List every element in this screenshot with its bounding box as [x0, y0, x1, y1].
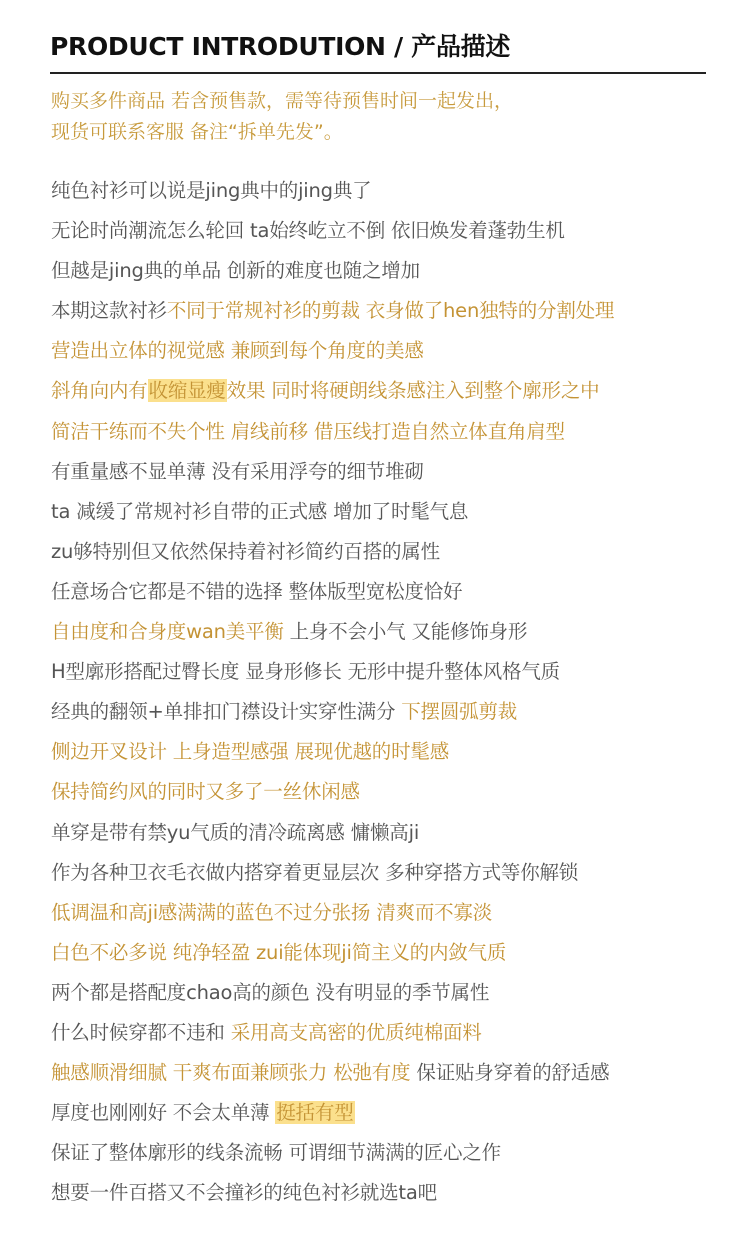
description-line	[51, 532, 731, 572]
description-line	[51, 1133, 731, 1173]
body-phrase: 两个都是搭配度chao高的颜色 没有明显的季节属性	[51, 980, 490, 1004]
body-phrase: 但越是jing典的单品 创新的难度也随之增加	[51, 259, 420, 283]
description-line	[51, 412, 731, 452]
body-phrase: 作为各种卫衣毛衣做内搭穿着更显层次 多种穿搭方式等你解锁	[51, 860, 579, 884]
description-line	[51, 572, 731, 612]
description-line	[51, 171, 731, 211]
description-line	[51, 692, 731, 732]
description-line	[51, 452, 731, 492]
emphasis-phrase: 下摆圆弧剪裁	[401, 700, 518, 724]
emphasis-phrase: 保持简约风的同时又多了一丝休闲感	[51, 780, 360, 804]
emphasis-phrase: 侧边开叉设计 上身造型感强 展现优越的时髦感	[51, 740, 449, 764]
emphasis-phrase: 效果 同时将硬朗线条感注入到整个廓形之中	[226, 379, 600, 403]
body-phrase: 本期这款衬衫	[51, 299, 167, 323]
presale-notice	[51, 86, 711, 148]
description-line	[51, 371, 731, 411]
description-line	[51, 1093, 731, 1133]
body-phrase: ta 减缓了常规衬衫自带的正式感 增加了时髦气息	[51, 499, 469, 523]
highlighted-phrase: 挺括有型	[276, 1101, 354, 1125]
description-line	[51, 211, 731, 251]
description-line	[51, 933, 731, 973]
body-phrase: 任意场合它都是不错的选择 整体版型宽松度恰好	[51, 579, 463, 603]
emphasis-phrase: 白色不必多说 纯净轻盈 zui能体现ji简主义的内敛气质	[51, 940, 507, 964]
description-line	[51, 1013, 731, 1053]
body-phrase: 上身不会小气 又能修饰身形	[283, 620, 528, 644]
description-line	[51, 813, 731, 853]
description-line	[51, 1053, 731, 1093]
body-phrase: 保证了整体廓形的线条流畅 可谓细节满满的匠心之作	[51, 1141, 501, 1165]
body-phrase: zu够特别但又依然保持着衬衫简约百搭的属性	[51, 539, 440, 563]
description-line	[51, 331, 731, 371]
body-phrase: 想要一件百搭又不会撞衫的纯色衬衫就选ta吧	[51, 1181, 437, 1205]
emphasis-phrase: 采用高支高密的优质纯棉面料	[230, 1020, 482, 1044]
body-phrase: 什么时候穿都不违和	[51, 1020, 231, 1044]
description-line	[51, 732, 731, 772]
body-phrase: 有重量感不显单薄 没有采用浮夸的细节堆砌	[51, 459, 424, 483]
description-line	[51, 772, 731, 812]
description-line	[51, 1173, 731, 1213]
emphasis-phrase: 低调温和高ji感满满的蓝色不过分张扬 清爽而不寡淡	[51, 900, 493, 924]
body-phrase: 经典的翻领+单排扣门襟设计实穿性满分	[51, 700, 402, 724]
page-title: PRODUCT INTRODUTION / 产品描述	[50, 32, 511, 61]
notice-line: 现货可联系客服 备注“拆单先发”。	[51, 121, 343, 143]
body-phrase: 纯色衬衫可以说是jing典中的jing典了	[51, 179, 372, 202]
highlighted-phrase: 收缩显瘦	[148, 379, 226, 403]
description-line	[51, 251, 731, 291]
description-line	[51, 612, 731, 652]
emphasis-phrase: 触感顺滑细腻 干爽布面兼顾张力 松弛有度	[51, 1061, 411, 1085]
description-line	[51, 492, 731, 532]
body-phrase: 单穿是带有禁yu气质的清冷疏离感 慵懒高ji	[51, 820, 420, 844]
body-phrase: 无论时尚潮流怎么轮回 ta始终屹立不倒 依旧焕发着蓬勃生机	[51, 219, 565, 243]
emphasis-phrase: 自由度和合身度wan美平衡	[51, 620, 284, 644]
description-line	[51, 893, 731, 933]
emphasis-phrase: 营造出立体的视觉感 兼顾到每个角度的美感	[51, 339, 424, 363]
body-phrase: 保证贴身穿着的舒适感	[410, 1061, 610, 1085]
description-line	[51, 973, 731, 1013]
body-phrase: H型廓形搭配过臀长度 显身形修长 无形中提升整体风格气质	[51, 660, 560, 684]
emphasis-phrase: 简洁干练而不失个性 肩线前移 借压线打造自然立体直角肩型	[51, 419, 565, 443]
description-line	[51, 652, 731, 692]
body-phrase: 厚度也刚刚好 不会太单薄	[51, 1101, 276, 1125]
description-text	[51, 171, 731, 1213]
notice-line: 购买多件商品 若含预售款，需等待预售时间一起发出，	[51, 90, 514, 112]
emphasis-phrase: 斜角向内有	[51, 379, 148, 403]
section-header	[50, 30, 706, 74]
description-line	[51, 853, 731, 893]
description-line	[51, 291, 731, 331]
emphasis-phrase: 不同于常规衬衫的剪裁 衣身做了hen独特的分割处理	[166, 299, 615, 323]
